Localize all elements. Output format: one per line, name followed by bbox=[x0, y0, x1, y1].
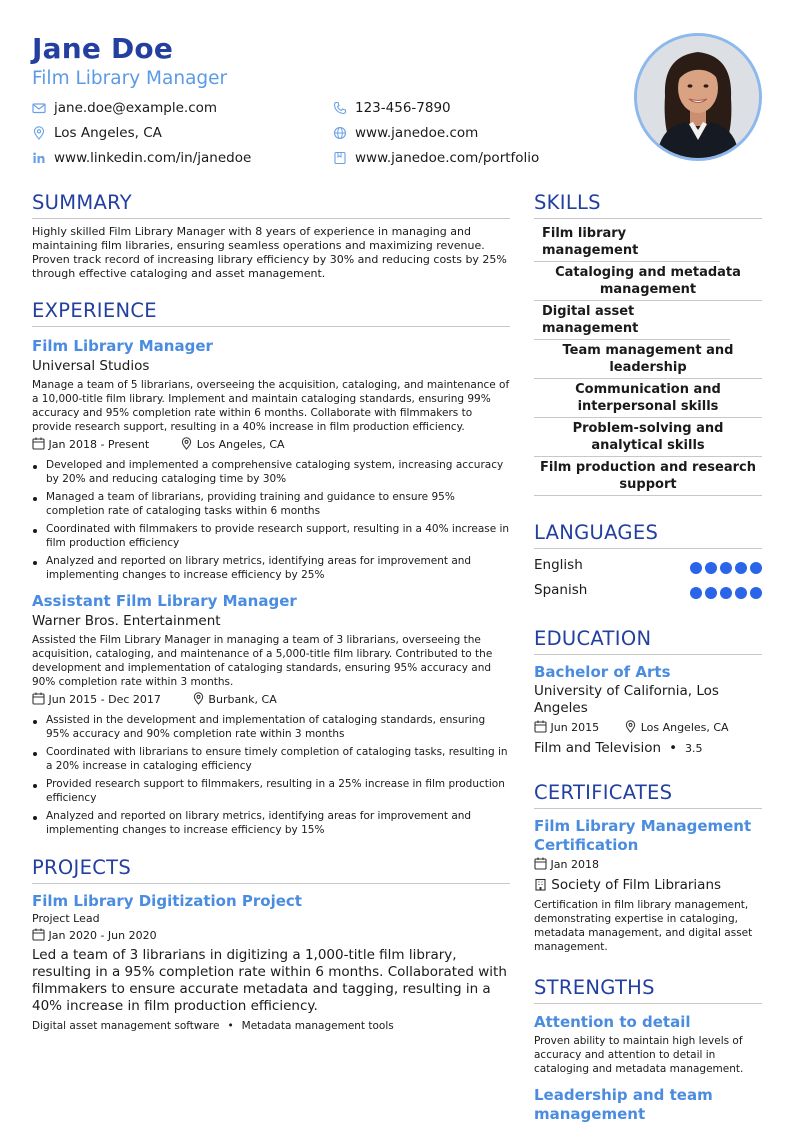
projects-heading: PROJECTS bbox=[32, 855, 510, 884]
language-row bbox=[534, 581, 762, 606]
experience-heading: EXPERIENCE bbox=[32, 298, 510, 327]
location-pin-icon bbox=[624, 720, 637, 733]
profile-photo bbox=[634, 33, 762, 161]
skill-item: Film library management bbox=[534, 223, 720, 262]
gpa-value: 3.5 bbox=[685, 742, 703, 755]
portfolio-text: www.janedoe.com/portfolio bbox=[355, 150, 540, 166]
job-dates: Jan 2018 - Present bbox=[48, 438, 150, 451]
projects-section bbox=[32, 855, 510, 1033]
calendar-icon bbox=[32, 437, 45, 450]
project-tags: Digital asset management software • Metadata management tools bbox=[32, 1020, 394, 1032]
certificate-date: Jan 2018 bbox=[550, 858, 599, 871]
project-dates: Jan 2020 - Jun 2020 bbox=[48, 929, 157, 942]
location-pin-icon bbox=[32, 126, 46, 140]
candidate-name: Jane Doe bbox=[32, 32, 174, 65]
job-company: Warner Bros. Entertainment bbox=[32, 613, 221, 629]
degree-title: Bachelor of Arts bbox=[534, 663, 671, 681]
job-meta bbox=[32, 692, 510, 710]
rating-dot bbox=[735, 587, 747, 599]
job-meta bbox=[32, 437, 510, 455]
summary-text: Highly skilled Film Library Manager with 8 years of experience in managing and maintaining film libraries, ensuring seamless operations and maximizing revenue. Proven track record of increasing library efficiency by 30% and reducing costs by 25% through effective cataloging and asset management. bbox=[32, 225, 507, 280]
list-item: Analyzed and reported on library metrics, identifying areas for improvement and implementing changes to increase efficiency by 25% bbox=[32, 554, 510, 582]
email-text: jane.doe@example.com bbox=[54, 100, 218, 116]
portfolio-icon bbox=[333, 151, 347, 165]
calendar-icon bbox=[534, 720, 547, 733]
rating-dot bbox=[720, 562, 732, 574]
project-meta bbox=[32, 928, 510, 946]
rating-dot bbox=[735, 562, 747, 574]
language-row bbox=[534, 556, 762, 581]
certificate-title: Film Library Management Certification bbox=[534, 817, 752, 854]
job-location: Los Angeles, CA bbox=[196, 438, 285, 451]
skill-item: Digital asset management bbox=[534, 301, 730, 340]
list-item: Provided research support to filmmakers, resulting in a 25% increase in film production efficiency bbox=[32, 777, 510, 805]
education-location: Los Angeles, CA bbox=[640, 721, 729, 734]
language-name: English bbox=[534, 557, 583, 573]
education-field-row: Film and Television • 3.5 bbox=[534, 740, 703, 756]
location-pin-icon bbox=[192, 692, 205, 705]
location-pin-icon bbox=[180, 437, 193, 450]
right-column bbox=[534, 190, 762, 1123]
linkedin-icon bbox=[32, 151, 46, 165]
job-title: Assistant Film Library Manager bbox=[32, 592, 297, 610]
candidate-title: Film Library Manager bbox=[32, 68, 228, 89]
skill-item: Film production and research support bbox=[534, 457, 762, 496]
rating-dot bbox=[705, 562, 717, 574]
certificate-meta bbox=[534, 857, 762, 875]
certificates-heading: CERTIFICATES bbox=[534, 780, 762, 809]
rating-dot bbox=[750, 587, 762, 599]
language-rating bbox=[687, 586, 762, 604]
certificate-description: Certification in film library management, demonstrating expertise in cataloging, metadata management, and digital asset management. bbox=[534, 899, 753, 953]
summary-section bbox=[32, 190, 510, 281]
list-item: Analyzed and reported on library metrics, identifying areas for improvement and implementing changes to increase efficiency by 15% bbox=[32, 809, 510, 837]
education-section bbox=[534, 626, 762, 759]
skill-item: Problem-solving and analytical skills bbox=[534, 418, 762, 457]
left-column bbox=[32, 190, 510, 1033]
calendar-icon bbox=[32, 928, 45, 941]
phone-text: 123-456-7890 bbox=[355, 100, 451, 116]
job-bullets bbox=[32, 713, 510, 837]
calendar-icon bbox=[534, 857, 547, 870]
profile-photo-image bbox=[637, 36, 759, 158]
strength-description: Proven ability to maintain high levels of accuracy and attention to detail in cataloging and metadata management. bbox=[534, 1035, 744, 1075]
rating-dot bbox=[690, 562, 702, 574]
skill-item: Cataloging and metadata management bbox=[534, 262, 762, 301]
project-tag: Metadata management tools bbox=[241, 1020, 394, 1032]
certificates-section bbox=[534, 780, 762, 954]
location-text: Los Angeles, CA bbox=[54, 125, 162, 141]
list-item: Assisted in the development and implementation of cataloging standards, ensuring 95% accuracy and 90% completion rate within 3 months bbox=[32, 713, 510, 741]
project-role: Project Lead bbox=[32, 912, 100, 925]
job-title: Film Library Manager bbox=[32, 337, 213, 355]
job-description: Assisted the Film Library Manager in managing a team of 3 librarians, overseeing the acquisition, cataloging, and maintenance of a 5,000-title film library. Contributed to the development and implementation of cataloging standards, ensuring 95% accuracy and 90% completion rate within 3 months. bbox=[32, 634, 493, 688]
strength-title: Leadership and team management bbox=[534, 1086, 713, 1123]
certificate-issuer-row bbox=[534, 875, 762, 895]
mail-icon bbox=[32, 101, 46, 115]
job-location: Burbank, CA bbox=[208, 693, 277, 706]
resume-header bbox=[32, 30, 632, 92]
language-name: Spanish bbox=[534, 582, 588, 598]
website-text: www.janedoe.com bbox=[355, 125, 479, 141]
skills-section bbox=[534, 190, 762, 496]
rating-dot bbox=[720, 587, 732, 599]
globe-icon bbox=[333, 126, 347, 140]
job-bullets bbox=[32, 458, 510, 582]
calendar-icon bbox=[32, 692, 45, 705]
summary-heading: SUMMARY bbox=[32, 190, 510, 219]
job-description: Manage a team of 5 librarians, overseeing the acquisition, cataloging, and maintenance of a 10,000-title film library. Implement and maintain cataloging standards, ensuring 99% accuracy and 95% completion rate within 6 months. Collaborate with filmmakers to provide research support, resulting in a 40% increase in film production efficiency. bbox=[32, 379, 510, 433]
phone-icon bbox=[333, 101, 347, 115]
certificate-issuer: Society of Film Librarians bbox=[551, 877, 722, 893]
rating-dot bbox=[690, 587, 702, 599]
project-tag: Digital asset management software bbox=[32, 1020, 220, 1032]
list-item: Coordinated with filmmakers to provide research support, resulting in a 40% increase in film production efficiency bbox=[32, 522, 510, 550]
project-description: Led a team of 3 librarians in digitizing a 1,000-title film library, resulting in a 95% completion rate within 6 months. Collaborated with filmmakers to ensure accurate metadata and tagging, resulting in a 40% increase in film production efficiency. bbox=[32, 947, 507, 1014]
rating-dot bbox=[705, 587, 717, 599]
field-of-study: Film and Television bbox=[534, 740, 662, 756]
list-item: Developed and implemented a comprehensive cataloging system, increasing accuracy by 20% and reducing cataloging time by 30% bbox=[32, 458, 510, 486]
education-date: Jun 2015 bbox=[550, 721, 600, 734]
languages-section bbox=[534, 520, 762, 606]
project-entry bbox=[32, 891, 510, 1033]
education-meta bbox=[534, 720, 762, 738]
language-rating bbox=[687, 561, 762, 579]
strength-title: Attention to detail bbox=[534, 1013, 691, 1031]
skills-heading: SKILLS bbox=[534, 190, 762, 219]
job-entry bbox=[32, 591, 510, 837]
job-company: Universal Studios bbox=[32, 358, 150, 374]
job-entry bbox=[32, 336, 510, 582]
languages-heading: LANGUAGES bbox=[534, 520, 762, 549]
building-icon bbox=[534, 878, 547, 891]
skill-item: Team management and leadership bbox=[534, 340, 762, 379]
strengths-section bbox=[534, 975, 762, 1123]
job-dates: Jun 2015 - Dec 2017 bbox=[48, 693, 161, 706]
strengths-heading: STRENGTHS bbox=[534, 975, 762, 1004]
skill-item: Communication and interpersonal skills bbox=[534, 379, 762, 418]
school-name: University of California, Los Angeles bbox=[534, 683, 719, 716]
list-item: Managed a team of librarians, providing training and guidance to ensure 95% completion rate of cataloging tasks within 6 months bbox=[32, 490, 510, 518]
education-heading: EDUCATION bbox=[534, 626, 762, 655]
list-item: Coordinated with librarians to ensure timely completion of cataloging tasks, resulting in a 20% increase in cataloging efficiency bbox=[32, 745, 510, 773]
experience-section bbox=[32, 298, 510, 837]
rating-dot bbox=[750, 562, 762, 574]
linkedin-text: www.linkedin.com/in/janedoe bbox=[54, 150, 252, 166]
project-title: Film Library Digitization Project bbox=[32, 892, 302, 910]
